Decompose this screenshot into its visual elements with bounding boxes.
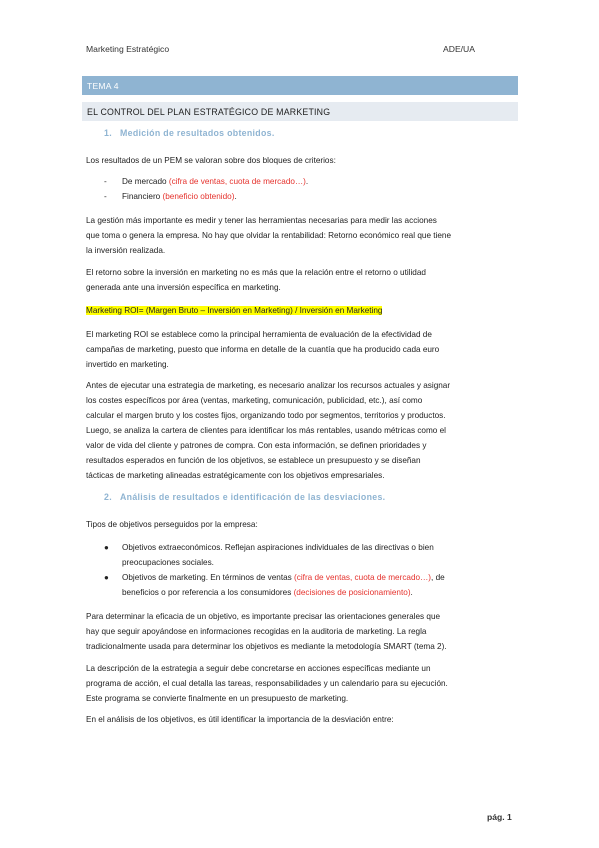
page-number: pág. 1 <box>487 812 512 822</box>
paragraph-line: El retorno sobre la inversión en marketing no es más que la relación entre el retorno o utilidad <box>86 268 426 277</box>
bullet-line: preocupaciones sociales. <box>122 558 214 567</box>
bullet-line: Objetivos extraeconómicos. Reflejan aspiraciones individuales de las directivas o bien <box>122 543 434 552</box>
dash-marker: - <box>104 192 107 201</box>
paragraph-line: valor de vida del cliente y patrones de compra. Con esta información, se definen prioridades y <box>86 441 427 450</box>
paragraph <box>86 609 514 654</box>
bullet-highlight: (cifra de ventas, cuota de mercado…) <box>294 573 432 582</box>
paragraph-line: hay que seguir apoyándose en informaciones recogidas en la auditoria de marketing. La regla <box>86 627 427 636</box>
bullet-highlight: (decisiones de posicionamiento) <box>293 588 411 597</box>
paragraph-line: El marketing ROI se establece como la principal herramienta de evaluación de la efectividad de <box>86 330 432 339</box>
paragraph <box>86 265 514 295</box>
paragraph <box>86 213 514 258</box>
paragraph-line: Luego, se analiza la cartera de clientes para identificar los más rentables, usando métricas como el <box>86 426 446 435</box>
section-heading-1 <box>104 128 275 138</box>
paragraph-line: invertido en marketing. <box>86 360 169 369</box>
paragraph <box>86 327 514 372</box>
section-number: 2. <box>104 492 112 502</box>
paragraph-line: campañas de marketing, puesto que informa en detalle de la cuantía que ha producido cada euro <box>86 345 440 354</box>
title-band: EL CONTROL DEL PLAN ESTRATÉGICO DE MARKETING <box>82 102 518 121</box>
paragraph-line: la inversión realizada. <box>86 246 166 255</box>
paragraph-line: los costes específicos por área (ventas, marketing, comunicación, publicidad, etc.), así como <box>86 396 423 405</box>
list-item-text: Financiero <box>122 192 163 201</box>
paragraph <box>86 378 514 483</box>
section-title: Medición de resultados obtenidos. <box>120 128 275 138</box>
bullet-marker: ● <box>104 573 109 582</box>
paragraph-line: Este programa se convierte finalmente en un presupuesto de marketing. <box>86 694 349 703</box>
paragraph-line: Antes de ejecutar una estrategia de marketing, es necesario analizar los recursos actuales y asignar <box>86 381 451 390</box>
list-item-suffix: . <box>305 177 309 186</box>
bullet-marker: ● <box>104 543 109 552</box>
list-item-suffix: . <box>234 192 237 201</box>
bullet-text: beneficios o por referencia a los consumidores <box>122 588 294 597</box>
formula <box>86 303 514 318</box>
paragraph-line: La descripción de la estrategia a seguir debe concretarse en acciones específicas mediante un <box>86 664 431 673</box>
paragraph: Tipos de objetivos perseguidos por la empresa: <box>86 520 258 529</box>
paragraph: En el análisis de los objetivos, es útil identificar la importancia de la desviación entre: <box>86 715 394 724</box>
list-item-highlight: (cifra de ventas, cuota de mercado…) <box>168 177 306 186</box>
section-title: Análisis de resultados e identificación de las desviaciones. <box>120 492 386 502</box>
section-number: 1. <box>104 128 112 138</box>
paragraph-line: resultados esperados en función de los objetivos, se establece un presupuesto y se diseñan <box>86 456 421 465</box>
paragraph-line: generada ante una inversión específica en marketing. <box>86 283 281 292</box>
paragraph-line: tácticas de marketing alineadas estratégicamente con los objetivos empresariales. <box>86 471 385 480</box>
list-item-highlight: (beneficio obtenido) <box>162 192 235 201</box>
paragraph-line: La gestión más importante es medir y tener las herramientas necesarias para medir las acciones <box>86 216 437 225</box>
list-item-text: De mercado <box>122 177 169 186</box>
paragraph-line: que toma o genera la empresa. No hay que olvidar la rentabilidad: Retorno económico real que tiene <box>86 231 452 240</box>
paragraph-line: calcular el margen bruto y los costes fijos, organizando todo por segmentos, territorios y productos. <box>86 411 446 420</box>
dash-marker: - <box>104 177 107 186</box>
section-heading-2 <box>104 492 385 502</box>
bullet-text: Objetivos de marketing. En términos de ventas <box>122 573 295 582</box>
bullet-text: , de <box>431 573 445 582</box>
header-left: Marketing Estratégico <box>86 44 170 54</box>
topic-band: TEMA 4 <box>82 76 518 95</box>
paragraph-line: Para determinar la eficacia de un objetivo, es importante precisar las orientaciones generales que <box>86 612 441 621</box>
paragraph <box>86 661 514 706</box>
formula-highlight: Marketing ROI= (Margen Bruto – Inversión en Marketing) / Inversión en Marketing <box>86 306 383 315</box>
paragraph-line: programa de acción, el cual detalla las tareas, responsabilidades y un calendario para su ejecución. <box>86 679 448 688</box>
bullet-text: . <box>410 588 413 597</box>
paragraph-line: tradicionalmente usada para determinar los objetivos es mediante la metodología SMART (tema 2). <box>86 642 447 651</box>
paragraph: Los resultados de un PEM se valoran sobre dos bloques de criterios: <box>86 156 336 165</box>
header-right: ADE/UA <box>443 44 475 54</box>
